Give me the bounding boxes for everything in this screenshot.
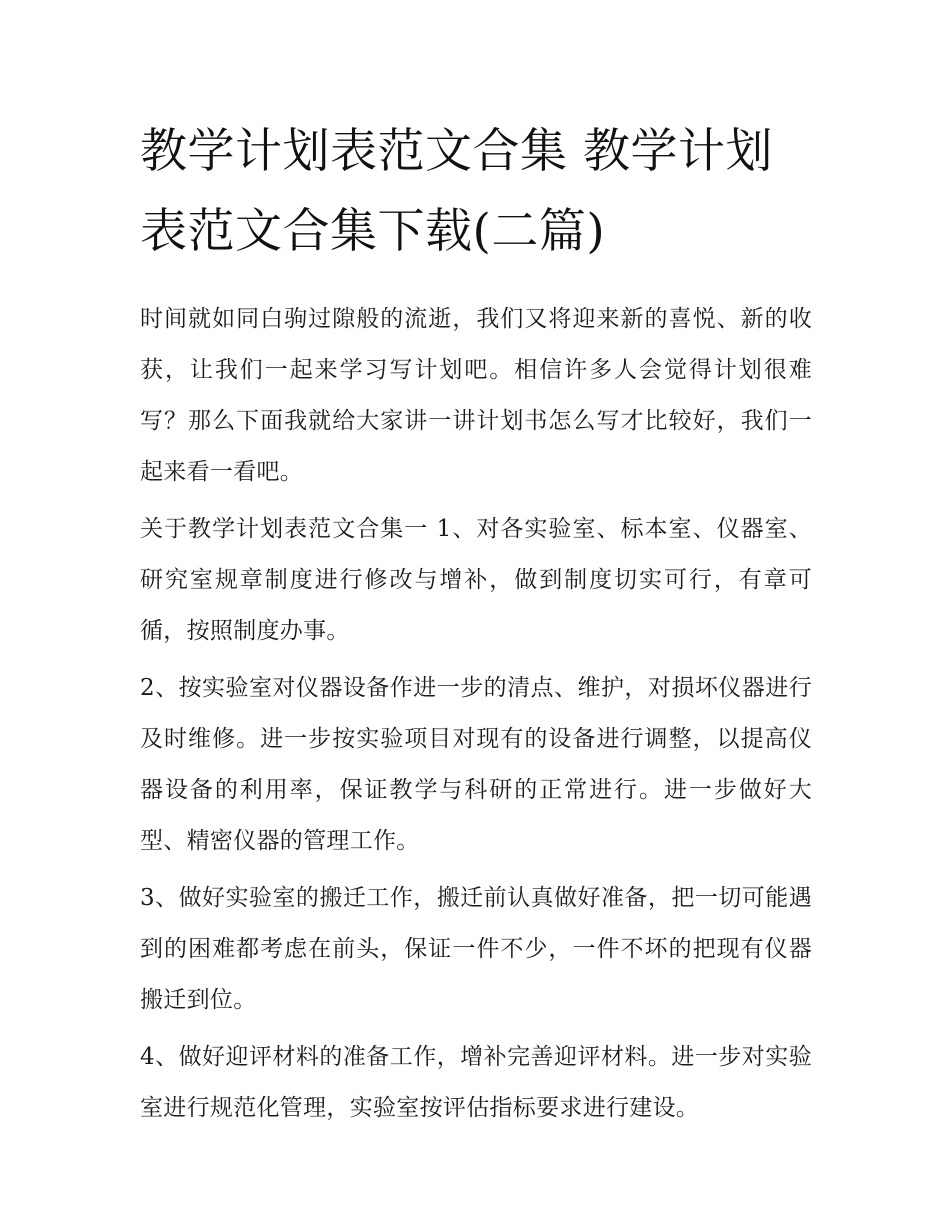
item-2-paragraph: 2、按实验室对仪器设备作进一步的清点、维护，对损坏仪器进行及时维修。进一步按实验项目对现有的设备进行调整，以提高仪器设备的利用率，保证教学与科研的正常进行。进一步做好大型、精密仪器的管理工作。 bbox=[140, 675, 812, 854]
item-4-paragraph: 4、做好迎评材料的准备工作，增补完善迎评材料。进一步对实验室进行规范化管理，实验室按评估指标要求进行建设。 bbox=[140, 1044, 812, 1121]
document-title: 教学计划表范文合集 教学计划表范文合集下载(二篇) bbox=[140, 124, 773, 259]
intro-paragraph: 时间就如同白驹过隙般的流逝，我们又将迎来新的喜悦、新的收获，让我们一起来学习写计划吧。相信许多人会觉得计划很难写？那么下面我就给大家讲一讲计划书怎么写才比较好，我们一起来看一看吧。 bbox=[140, 306, 812, 485]
item-3-paragraph: 3、做好实验室的搬迁工作，搬迁前认真做好准备，把一切可能遇到的困难都考虑在前头，保证一件不少，一件不坏的把现有仪器搬迁到位。 bbox=[140, 885, 812, 1013]
item-1-paragraph: 关于教学计划表范文合集一 1、对各实验室、标本室、仪器室、研究室规章制度进行修改与增补，做到制度切实可行，有章可循，按照制度办事。 bbox=[140, 516, 812, 644]
document-body bbox=[140, 294, 812, 1134]
document-page bbox=[140, 112, 812, 1140]
